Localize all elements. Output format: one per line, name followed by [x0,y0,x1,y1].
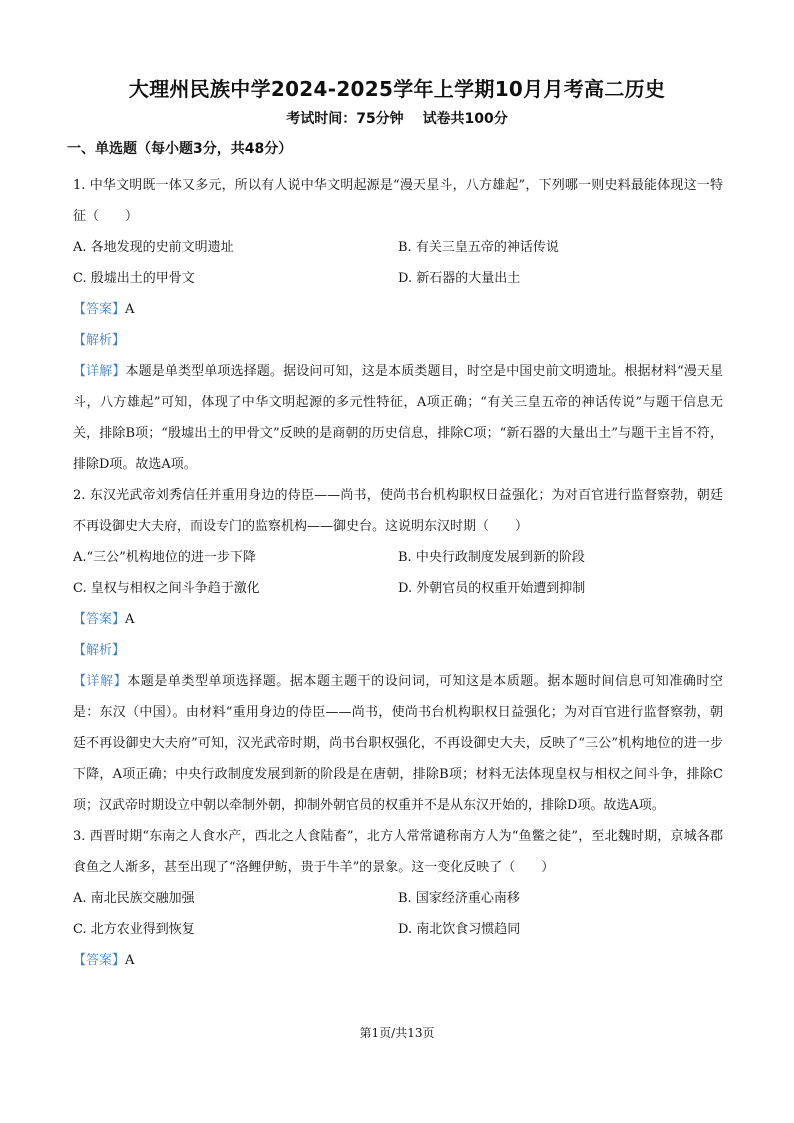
section-heading: 一、单选题（每小题3分，共48分） [67,141,293,157]
analysis-tag: 【解析】 [73,333,126,348]
detail-tag: 【详解】 [73,674,128,689]
detail-tag: 【详解】 [73,364,126,379]
answer-value: A [125,612,135,627]
option-c: C. 北方农业得到恢复 [73,922,195,937]
option-d: D. 南北饮食习惯趋同 [398,922,521,937]
answer-value: A [125,302,135,317]
analysis-line [73,325,723,356]
question-3 [73,821,723,976]
question-2 [73,480,723,821]
exam-time: 考试时间：75分钟 [286,111,404,127]
exam-score: 试卷共100分 [422,111,508,127]
option-c: C. 皇权与相权之间斗争趋于激化 [73,581,260,596]
exam-subtitle [0,108,794,128]
question-options [73,883,723,945]
analysis-line [73,635,723,666]
option-a: A. 各地发现的史前文明遗址 [73,240,234,255]
option-b: B. 中央行政制度发展到新的阶段 [398,550,585,565]
exam-title: 大理州民族中学2024-2025学年上学期10月月考高二历史 [128,77,666,101]
exam-content [67,138,723,976]
option-d: D. 外朝官员的权重开始遭到抑制 [398,581,586,596]
detail-text: 本题是单类型单项选择题。据本题主题干的设问词，可知这是本质题。据本题时间信息可知准确时空是：东汉（中国）。由材料“重用身边的侍臣——尚书，使尚书台机构职权日益强化；为对百官进行监督察勃，朝廷不再设御史大夫府”可知，汉光武帝时期，尚书台职权强化，不再设御史大夫，反映了“三公”机构地位的进一步下降，A项正确；中央行政制度发展到新的阶段是在唐朝，排除B项；材料无法体现皇权与相权之间斗争，排除C项；汉武帝时期设立中朝以牵制外朝，抑制外朝官员的权重并不是从东汉开始的，排除D项。故选A项。 [73,674,723,813]
answer-line [73,294,723,325]
question-stem: 3. 西晋时期“东南之人食水产，西北之人食陆畜”，北方人常常谴称南方人为“鱼鳖之徒”，至北魏时期，京城各郡食鱼之人渐多，甚至出现了“洛鲤伊鲂，贵于牛羊”的景象。这一变化反映了（ ） [73,829,723,875]
answer-tag: 【答案】 [73,953,126,968]
question-1 [73,170,723,480]
answer-line [73,945,723,976]
page-footer: 第1页/共13页 [359,1026,435,1040]
question-stem: 1. 中华文明既一体又多元，所以有人说中华文明起源是“漫天星斗，八方雄起”，下列哪一则史料最能体现这一特征（ ） [73,178,723,224]
answer-value: A [125,953,135,968]
detail-paragraph [73,356,723,480]
option-c: C. 殷墟出土的甲骨文 [73,271,195,286]
detail-paragraph [73,666,723,821]
answer-tag: 【答案】 [73,302,126,317]
option-a: A. 南北民族交融加强 [73,891,195,906]
analysis-tag: 【解析】 [73,643,126,658]
option-b: B. 有关三皇五帝的神话传说 [398,240,559,255]
question-stem: 2. 东汉光武帝刘秀信任并重用身边的侍臣——尚书，使尚书台机构职权日益强化；为对百官进行监督察勃，朝廷不再设御史大夫府，而设专门的监察机构——御史台。这说明东汉时期（ ） [73,488,723,534]
answer-tag: 【答案】 [73,612,126,627]
detail-text: 本题是单类型单项选择题。据设问可知，这是本质类题目，时空是中国史前文明遗址。根据材料“漫天星斗，八方雄起”可知，体现了中华文明起源的多元性特征，A项正确；“有关三皇五帝的神话传说”与题干信息无关，排除B项；“殷墟出土的甲骨文”反映的是商朝的历史信息，排除C项；“新石器的大量出土”与题干主旨不符，排除D项。故选A项。 [73,364,723,472]
question-options [73,232,723,294]
option-b: B. 国家经济重心南移 [398,891,520,906]
option-d: D. 新石器的大量出土 [398,271,521,286]
answer-line [73,604,723,635]
option-a: A.“三公”机构地位的进一步下降 [73,550,256,565]
question-options [73,542,723,604]
